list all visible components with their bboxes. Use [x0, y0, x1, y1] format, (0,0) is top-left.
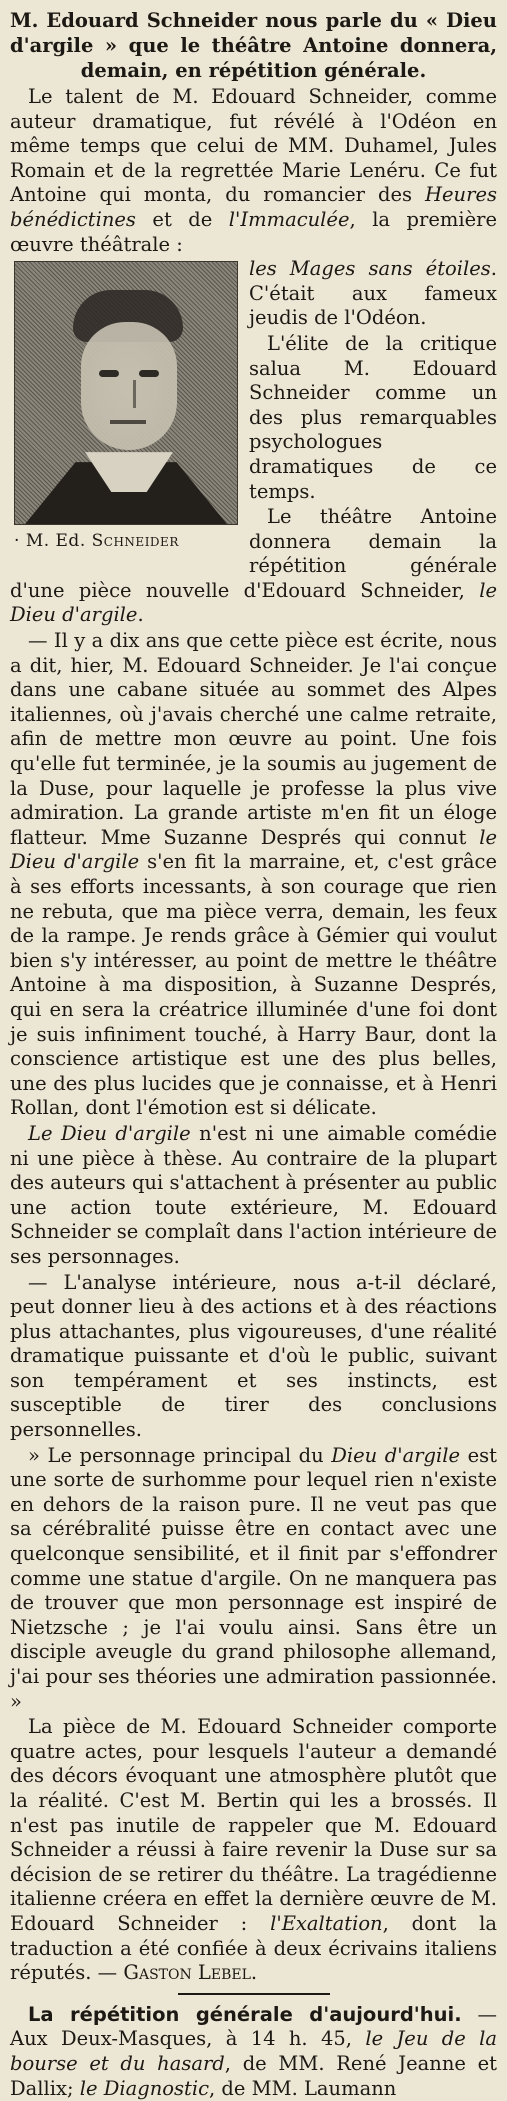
play-title: le Dieu d'argile [10, 825, 497, 874]
photo-caption: · M. Ed. Schneider [14, 531, 179, 552]
text-span: , de MM. Laumann [209, 2076, 397, 2100]
paragraph-critics: L'élite de la critique salua M. Edouard Schneider comme un des plus remarquables psychologues dramatiques de ce temps. [249, 331, 497, 503]
article-headline: M. Edouard Schneider nous parle du « Dieu d'argile » que le théâtre Antoine donnera, demain, en répétition générale. [10, 9, 497, 82]
work-title: l'Immaculée [228, 207, 350, 231]
portrait-photo [14, 261, 238, 525]
text-span: n'est ni une aimable comédie ni une pièce à thèse. Au contraire de la plupart des auteurs qui s'attachent à présenter au public une action toute extérieure, M. Edouard Schneider se complaît dans l'action intérieure de ses personnages. [10, 1121, 497, 1268]
text-span: , la première œuvre théâtrale : [10, 207, 498, 256]
author-signature: Gaston Lebel. [123, 1961, 258, 1985]
repetition-notice [10, 2003, 497, 2101]
caption-name: Schneider [91, 531, 179, 552]
text-span: . C'était aux fameux jeudis de l'Odéon. [249, 257, 497, 330]
section-divider [178, 1993, 330, 1995]
text-span: — Aux Deux-Masques, à 14 h. 45, [10, 2002, 498, 2051]
paragraph-thesis [10, 1122, 497, 1270]
text-span: , de MM. René Jeanne et Dallix; [10, 2051, 497, 2100]
article-body [10, 85, 497, 1986]
work-title: Heures bénédictines [10, 183, 497, 231]
paragraph-production [10, 1715, 497, 1986]
text-span: Le talent de M. Edouard Schneider, comme auteur dramatique, fut révélé à l'Odéon en même temps que celui de MM. Duhamel, Jules Romain et de la regrettée Marie Lenéru. Ce fut Antoine qui monta, du romancier des [10, 85, 497, 207]
play-title: Dieu d'argile [331, 1443, 461, 1467]
text-span: La pièce de M. Edouard Schneider comporte quatre actes, pour lesquels l'auteur a demandé des décors évoquant une atmosphère plutôt que la réalité. C'est M. Bertin qui les a brossés. Il n'est pas inutile de rappeler que M. Edouard Schneider a réussi à faire revenir la Duse sur sa décision de se retirer du théâtre. La tragédienne italienne créera en effet la dernière œuvre de M. Edouard Schneider : [10, 1715, 497, 1935]
paragraph-character [10, 1444, 497, 1715]
notice-heading: La répétition générale d'aujourd'hui. [28, 2002, 462, 2026]
play-title: le Dieu d'argile [10, 578, 497, 627]
work-title: les Mages sans étoiles [249, 257, 491, 281]
paragraph-intro [10, 85, 497, 257]
text-span: est une sorte de surhomme pour lequel rien n'existe en dehors de la raison pure. Il ne veut pas que sa cérébralité puisse être en contact avec une quelconque sensibilité, et il finit par s'effondrer comme une statue d'argile. On ne manquera pas de trouver que mon personnage est inspiré de Nietzsche ; je l'ai voulu ainsi. Sans être un disciple aveugle du grand philosophe allemand, j'ai pour ses théories une admiration passionnée. » [10, 1443, 497, 1713]
work-title: l'Exaltation [270, 1911, 383, 1935]
text-span: » Le personnage principal du [28, 1443, 332, 1467]
paragraph-analysis: — L'analyse intérieure, nous a-t-il déclaré, peut donner lieu à des actions et à des réactions plus attachantes, plus vigoureuses, d'une réalité dramatique puissante et d'où le public, suivant son tempérament et ses instincts, est susceptible de tirer des conclusions personnelles. [10, 1270, 497, 1442]
portrait-figure [14, 261, 239, 554]
caption-prefix: M. Ed. [25, 531, 92, 552]
text-span: — Il y a dix ans que cette pièce est écrite, nous a dit, hier, M. Edouard Schneider. Je l'ai conçue dans une cabane située au sommet des Alpes italiennes, où j'avais cherché une calme retraite, afin de mettre mon œuvre au point. Une fois qu'elle fut terminée, je la soumis au jugement de la Duse, pour laquelle je professe la plus vive admiration. La grande artiste m'en fit un éloge flatteur. Mme Suzanne Després qui connut [10, 629, 497, 849]
play-title: Le Dieu d'argile [28, 1121, 191, 1145]
text-span: , dont la traduction a été confiée à deux écrivains italiens réputés. — [10, 1911, 498, 1985]
text-span: et de [135, 207, 229, 231]
text-span: s'en fit la marraine, et, c'est grâce à ses efforts incessants, à son courage que rien ne rebuta, que ma pièce verra, demain, les feux de la rampe. Je rends grâce à Gémier qui voulut bien s'y intéresser, au point de mettre le théâtre Antoine à ma disposition, à Suzanne Després, qui en sera la créatrice illuminée d'une foi dont je suis infiniment touché, à Harry Baur, dont la conscience artistique est une des plus belles, une des plus lucides que je connaisse, et à Henri Rollan, dont l'émotion est si délicate. [10, 850, 497, 1120]
play-title: le Jeu de la bourse et du hasard [10, 2027, 497, 2075]
paragraph-interview [10, 629, 497, 1121]
text-span: Le théâtre Antoine donnera demain la répétition générale d'une pièce nouvelle d'Edouard Schneider, [10, 505, 497, 602]
play-title: le Diagnostic [79, 2076, 210, 2100]
text-span: . [137, 603, 144, 627]
